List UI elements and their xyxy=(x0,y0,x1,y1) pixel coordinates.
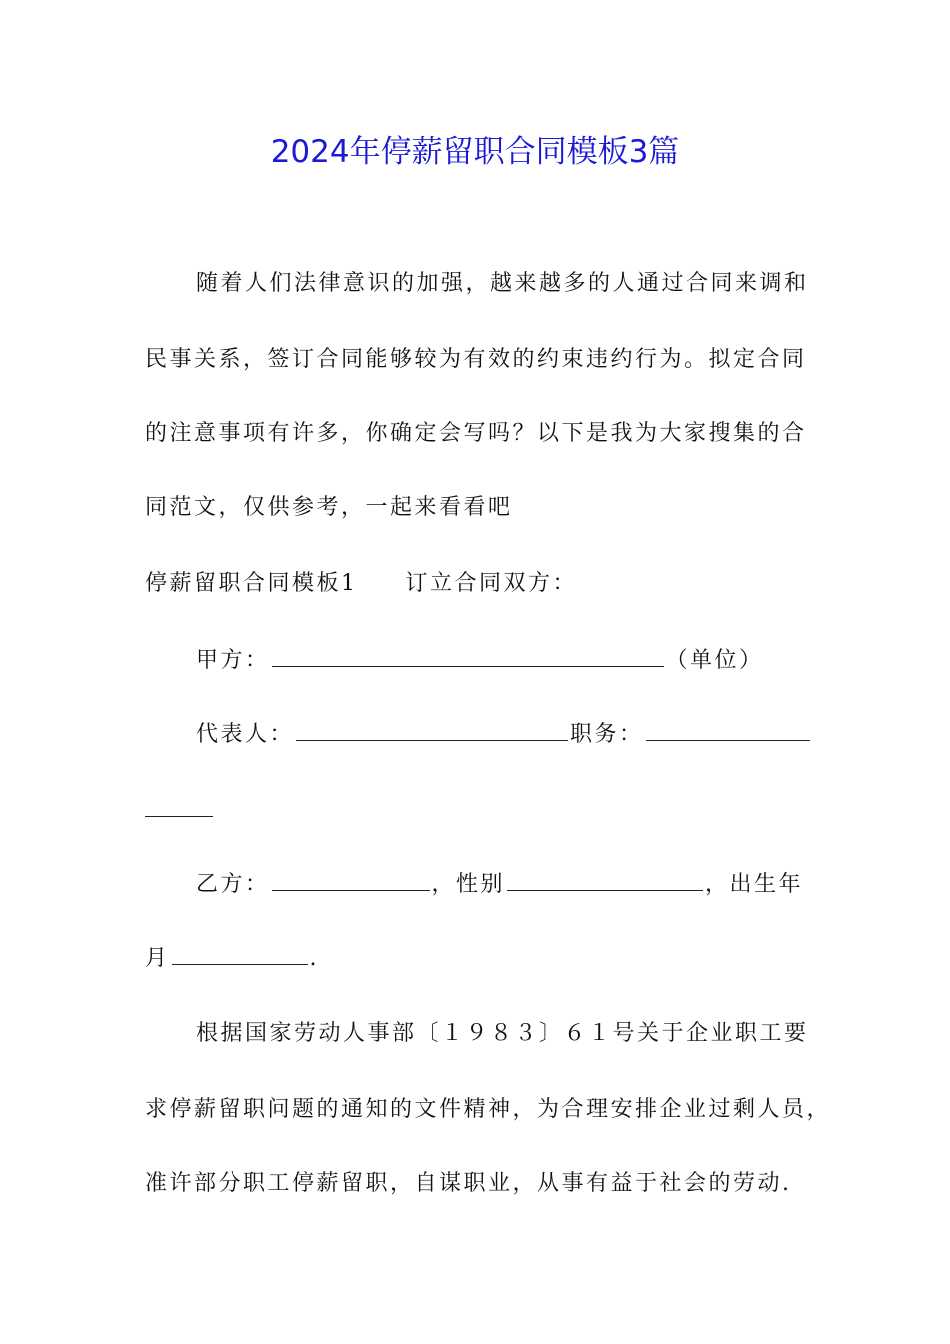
body-line-2: 求停薪留职问题的通知的文件精神，为合理安排企业过剩人员， xyxy=(145,1097,832,1122)
representative-row xyxy=(196,714,866,755)
position-blank-continued-row xyxy=(145,790,815,831)
section-heading-row xyxy=(145,564,815,604)
party-b-name-blank xyxy=(272,864,430,891)
representative-blank xyxy=(296,714,568,741)
parties-label: 订立合同双方： xyxy=(405,571,578,596)
section-heading: 停薪留职合同模板1 xyxy=(145,571,358,596)
birth-month-blank xyxy=(172,938,308,965)
body-line-1: 根据国家劳动人事部〔１９８３〕６１号关于企业职工要 xyxy=(196,1021,809,1046)
party-b-label: 乙方： xyxy=(196,872,270,897)
intro-line-1: 随着人们法律意识的加强，越来越多的人通过合同来调和 xyxy=(196,271,809,296)
body-line-3: 准许部分职工停薪留职，自谋职业，从事有益于社会的劳动. xyxy=(145,1171,792,1196)
birth-label: ，出生年 xyxy=(705,872,804,897)
position-blank xyxy=(646,714,810,741)
party-a-blank xyxy=(272,640,664,667)
gender-label: ，性别 xyxy=(431,872,506,897)
birth-end: . xyxy=(309,946,320,971)
birth-month-label: 月 xyxy=(145,946,170,971)
gender-blank xyxy=(507,864,703,891)
document-title: 2024年停薪留职合同模板3篇 xyxy=(270,134,680,170)
party-a-unit: （单位） xyxy=(665,648,764,673)
party-b-row xyxy=(196,864,866,905)
intro-line-4: 同范文，仅供参考，一起来看看吧 xyxy=(145,495,513,520)
position-label: 职务： xyxy=(570,722,644,747)
party-a-label: 甲方： xyxy=(196,648,270,673)
representative-label: 代表人： xyxy=(196,722,295,747)
intro-line-2: 民事关系，签订合同能够较为有效的约束违约行为。拟定合同 xyxy=(145,347,807,372)
birth-month-row xyxy=(145,938,815,979)
position-blank-continued xyxy=(145,790,213,817)
intro-line-3: 的注意事项有许多，你确定会写吗？以下是我为大家搜集的合 xyxy=(145,421,807,446)
party-a-row xyxy=(196,640,866,681)
